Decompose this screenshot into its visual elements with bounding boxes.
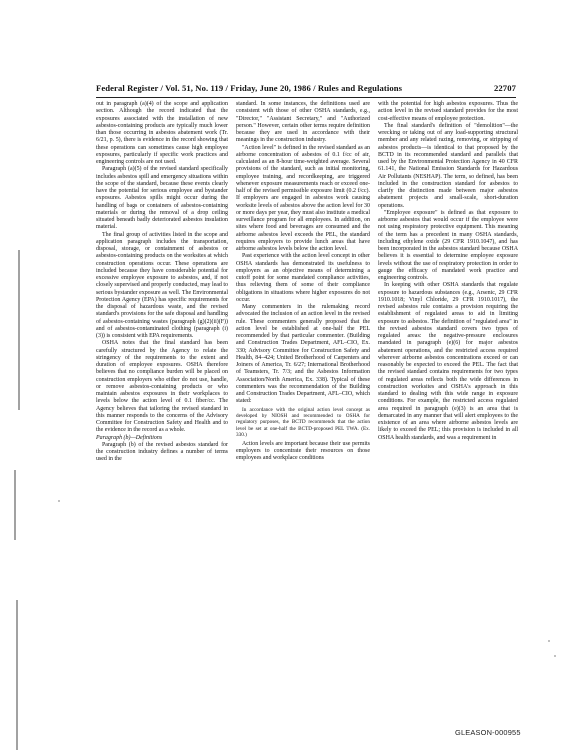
paragraph: "Action level" is defined in the revised standard as an airborne concentration of asbestos of 0.1 f/cc of air, calculated as an 8-hour time-weighted average. Several provisions of the standard, such as initial monitoring, employee training, and recordkeeping, are triggered whenever exposure measurements reach or exceed one-half of the revised permissible exposure limit (0.2 f/cc). If employers are engaged in asbestos work causing worksite levels of asbestos above the action level for 30 or more days per year, they must also institute a medical surveillance program for all employees. In addition, on sites where food and beverages are consumed and the airborne asbestos level exceeds the PEL, the standard requires employers to provide lunch areas that have airborne asbestos levels below the action level. <box>236 144 370 252</box>
running-head-text: Federal Register / Vol. 51, No. 119 / Friday, June 20, 1986 / Rules and Regulations <box>96 83 403 93</box>
paragraph: with the potential for high asbestos exposures. Thus the action level in the revised standard provides for the most cost-effective means of employee protection. <box>378 101 518 122</box>
paragraph: standard. In some instances, the definitions used are consistent with those of other OSHA standards, e.g., "Director," "Assistant Secretary," and "Authorized person." However, certain other terms require definition because they are used in accordance with their meanings in the construction industry. <box>236 101 370 144</box>
block-quote: In accordance with the original action level concept as developed by NIOSH and recommended to OSHA for regulatory purposes, the BCTD recommends that the action level be set at one-half the BCTD-proposed PEL TWA. (Ex. 330.) <box>236 406 370 439</box>
paragraph: The final standard's definition of "demolition"—the wrecking or taking out of any load-supporting structural member and any related razing, removing, or stripping of asbestos products—is identical to that proposed by the BCTD in its recommended standard and parallels that used by the Environmental Protection Agency in 40 CFR 61.141, the National Emission Standards for Hazardous Air Pollutants (NESHAP). The term, so defined, has been included in the construction standard for asbestos to clarify the distinction made between major asbestos abatement projects and small-scale, short-duration operations. <box>378 122 518 209</box>
text-column-2 <box>236 101 370 462</box>
page-number: 22707 <box>494 83 516 93</box>
paragraph: Action levels are important because their use permits employers to concentrate their resources on those employees and workplace conditions <box>236 440 370 462</box>
running-head <box>96 83 516 95</box>
paragraph: Paragraph (b) of the revised asbestos standard for the construction industry defines a number of terms used in the <box>96 441 228 463</box>
section-heading: Paragraph (b)—Definitions <box>96 434 163 441</box>
scan-speck <box>548 640 550 642</box>
text-column-3 <box>378 101 518 442</box>
header-rule <box>96 97 516 98</box>
paragraph: "Employee exposure" is defined as that exposure to airborne asbestos that would occur if the employee were not using respiratory protective equipment. This meaning of the term has a precedent in many OSHA standards, including ethylene oxide (29 CFR 1910.1047), and has been incorporated in the asbestos standard because OSHA believes it is essential to determine employee exposure levels without the use of respiratory protection in order to gauge the efficacy of mandated work practice and engineering controls. <box>378 209 518 281</box>
scan-speck <box>554 655 556 657</box>
paragraph: Paragraph (a)(5) of the revised standard specifically includes asbestos spill and emergency situations within the scope of the standard, because these events clearly have the potential for serious employee and bystander exposures. Asbestos spills might occur during the handling of bags or containers of asbestos-containing materials or during the removal of a drop ceiling situated beneath badly deteriorated asbestos insulation material. <box>96 166 228 231</box>
paragraph: The final group of activities listed in the scope and application paragraph includes the transportation, disposal, storage, or containment of asbestos or asbestos-containing products on the worksites at which construction operations occur. These operations are included because they have considerable potential for excessive employee exposure to asbestos, and, if not closely supervised and properly conducted, may lead to serious bystander exposure as well. The Environmental Protection Agency (EPA) has specific requirements for the disposal of hazardous waste, and the revised standard's provisions for the safe disposal and handling of asbestos-containing wastes (paragraph (g)(2)(ii)(F)) and of asbestos-contaminated clothing (paragraph (i)(3)) is consistent with EPA requirements. <box>96 231 228 339</box>
paragraph: Many commenters in the rulemaking record advocated the inclusion of an action level in the revised rule. These commenters generally proposed that the action level be established at one-half the PEL recommended by that particular commenter. (Building and Construction Trades Department, AFL–CIO, Ex. 330; Advisory Committee for Construction Safety and Health, 84–424; United Brotherhood of Carpenters and Joiners of America, Tr. 6/27; International Brotherhood of Teamsters, Tr. 7/3; and the Asbestos Information Association/North America, Ex. 338). Typical of these commenters was the recommendation of the Building and Construction Trades Department, AFL–CIO, which stated: <box>236 304 370 405</box>
scan-binding-marks <box>0 40 28 730</box>
paragraph: out in paragraph (a)(4) of the scope and application section. Although the record indicated that the exposures associated with the installation of new asbestos-containing products are typically much lower than those occurring in asbestos abatement work (Tr. 6/21, p. 5), there is evidence in the record showing that these operations can sometimes cause high employee exposures, particularly if specific work practices and engineering controls are not used. <box>96 101 228 165</box>
text-column-1 <box>96 101 228 464</box>
document-id: GLEASON-000955 <box>455 728 521 737</box>
paragraph: OSHA notes that the final standard has been carefully structured by the Agency to relate the stringency of the requirements to the extent and duration of employee exposures. OSHA therefore believes that no compliance burden will be placed on construction employers who either do not use, handle, or remove asbestos-containing products or who maintain asbestos exposures in their workplaces to levels below the action level of 0.1 fiber/cc. The Agency believes that tailoring the revised standard in this manner responds to the concerns of the Advisory Committee for Construction Safety and Health and to the evidence in the record as a whole. <box>96 340 228 434</box>
scan-speck <box>58 500 60 502</box>
paragraph: In keeping with other OSHA standards that regulate exposure to hazardous substances (e.g., Arsenic, 29 CFR 1910.1018; Vinyl Chloride, 29 CFR 1910.1017), the revised asbestos rule contains a provision requiring the establishment of regulated areas to aid in limiting exposure to asbestos. The definition of "regulated area" in the revised asbestos standard covers two types of regulated areas: the negative-pressure enclosures mandated in paragraph (e)(6) for major asbestos abatement operations, and the restricted access required wherever airborne asbestos concentrations exceed or can reasonably be expected to exceed the PEL. The fact that the revised standard contains requirements for two types of regulated areas reflects both the wide differences in construction worksites and OSHA's approach in this standard to dealing with this wide range in exposure conditions. For example, the restricted access regulated area required in paragraph (e)(3) is an area that is demarcated in any manner that will alert employees to the existence of an area where airborne asbestos levels are likely to exceed the PEL; this provision is included in all OSHA health standards, and was a requirement in <box>378 282 518 441</box>
paragraph: Past experience with the action level concept in other OSHA standards has demonstrated its usefulness to employers as an objective means of determining a cutoff point for some mandated compliance activities, thus relieving them of some of their compliance obligations in situations where higher exposures do not occur. <box>236 253 370 303</box>
